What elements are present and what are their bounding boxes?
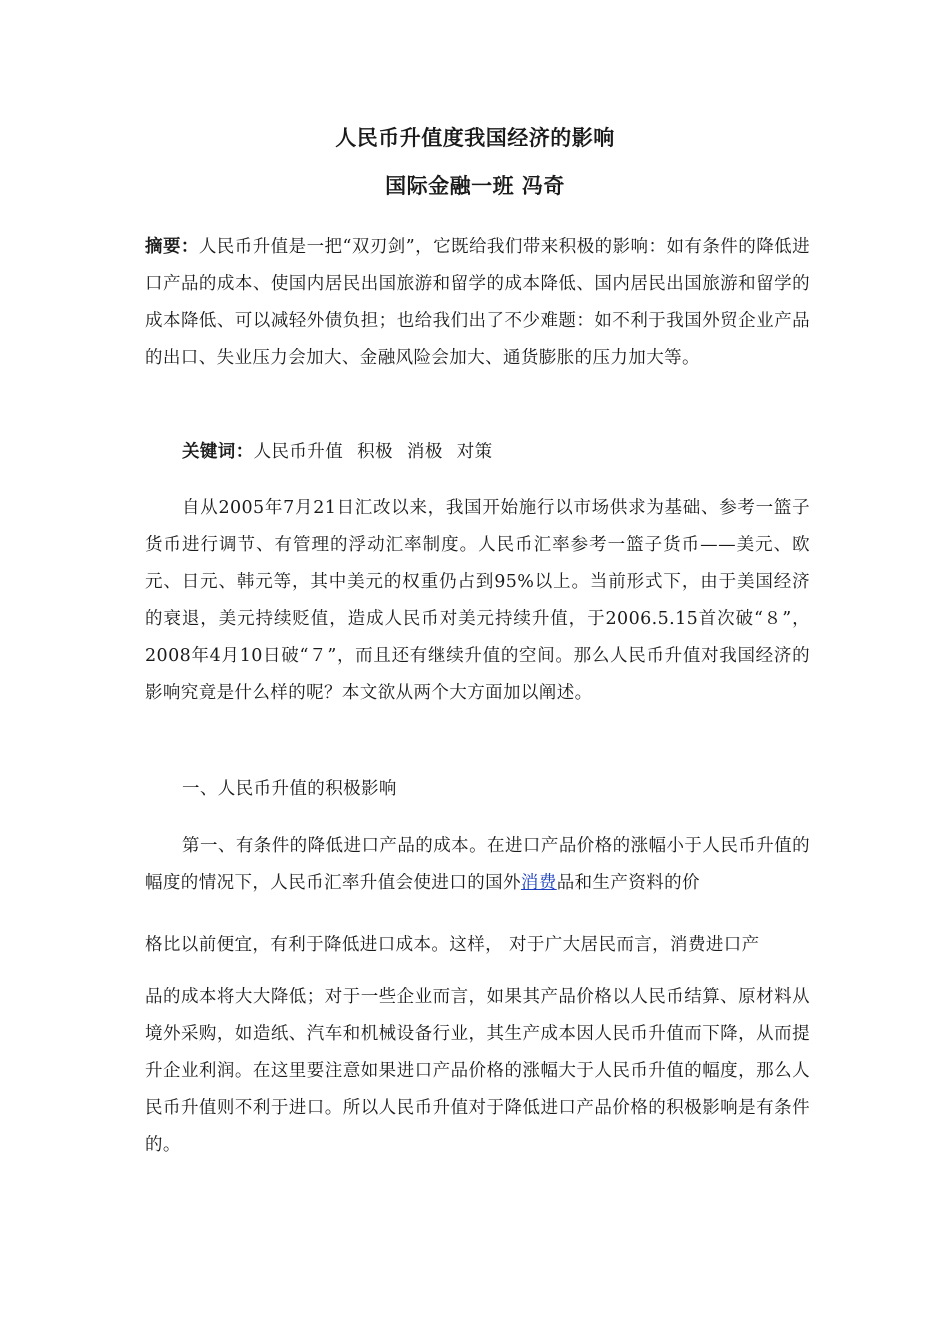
document-title: 人民币升值度我国经济的影响 bbox=[335, 125, 615, 150]
keyword-item: 人民币升值 bbox=[253, 442, 344, 462]
point1-continuation-2: 品的成本将大大降低；对于一些企业而言，如果其产品价格以人民币结算、原材料从境外采购，如造纸、汽车和机械设备行业，其生产成本因人民币升值而下降，从而提升企业利润。在这里要注意如果进口产品价格的涨幅大于人民币升值的幅度，那么人民币升值则不利于进口。所以人民币升值对于降低进口产品价格的积极影响是有条件的。 bbox=[145, 987, 810, 1155]
point1-text-b: 品和生产资料的价 bbox=[556, 873, 700, 893]
abstract-label: 摘要： bbox=[145, 237, 199, 257]
point1-paragraph bbox=[145, 828, 810, 902]
point1-continuation: 格比以前便宜，有利于降低进口成本。这样， 对于广大居民而言，消费进口产 bbox=[145, 935, 760, 955]
keyword-item: 消极 bbox=[406, 442, 443, 462]
keyword-item: 对策 bbox=[456, 442, 493, 462]
keywords-label: 关键词： bbox=[182, 442, 254, 462]
abstract-text: 人民币升值是一把“双刃剑”，它既给我们带来积极的影响：如有条件的降低进口产品的成本、使国内居民出国旅游和留学的成本降低、国内居民出国旅游和留学的成本降低、可以减轻外债负担；也给我们出了不少难题：如不利于我国外贸企业产品的出口、失业压力会加大、金融风险会加大、通货膨胀的压力加大等。 bbox=[145, 237, 811, 368]
abstract-paragraph bbox=[145, 229, 810, 377]
consumption-link[interactable]: 消费 bbox=[520, 873, 557, 893]
keywords-paragraph bbox=[145, 434, 810, 471]
section1-heading: 一、人民币升值的积极影响 bbox=[182, 779, 397, 799]
keyword-item: 积极 bbox=[357, 442, 393, 462]
intro-paragraph: 自从2005年7月21日汇改以来，我国开始施行以市场供求为基础、参考一篮子货币进行调节、有管理的浮动汇率制度。人民币汇率参考一篮子货币——美元、欧元、日元、韩元等，其中美元的权重仍占到95%以上。当前形式下，由于美国经济的衰退，美元持续贬值，造成人民币对美元持续升值，于2006.5.15首次破“８”，2008年4月10日破“７”，而且还有继续升值的空间。那么人民币升值对我国经济的影响究竟是什么样的呢？本文欲从两个大方面加以阐述。 bbox=[145, 498, 810, 703]
author-line: 国际金融一班 冯奇 bbox=[385, 173, 565, 198]
point1-text-a: 第一、有条件的降低进口产品的成本。在进口产品价格的涨幅小于人民币升值的幅度的情况下，人民币汇率升值会使进口的国外 bbox=[145, 836, 810, 893]
